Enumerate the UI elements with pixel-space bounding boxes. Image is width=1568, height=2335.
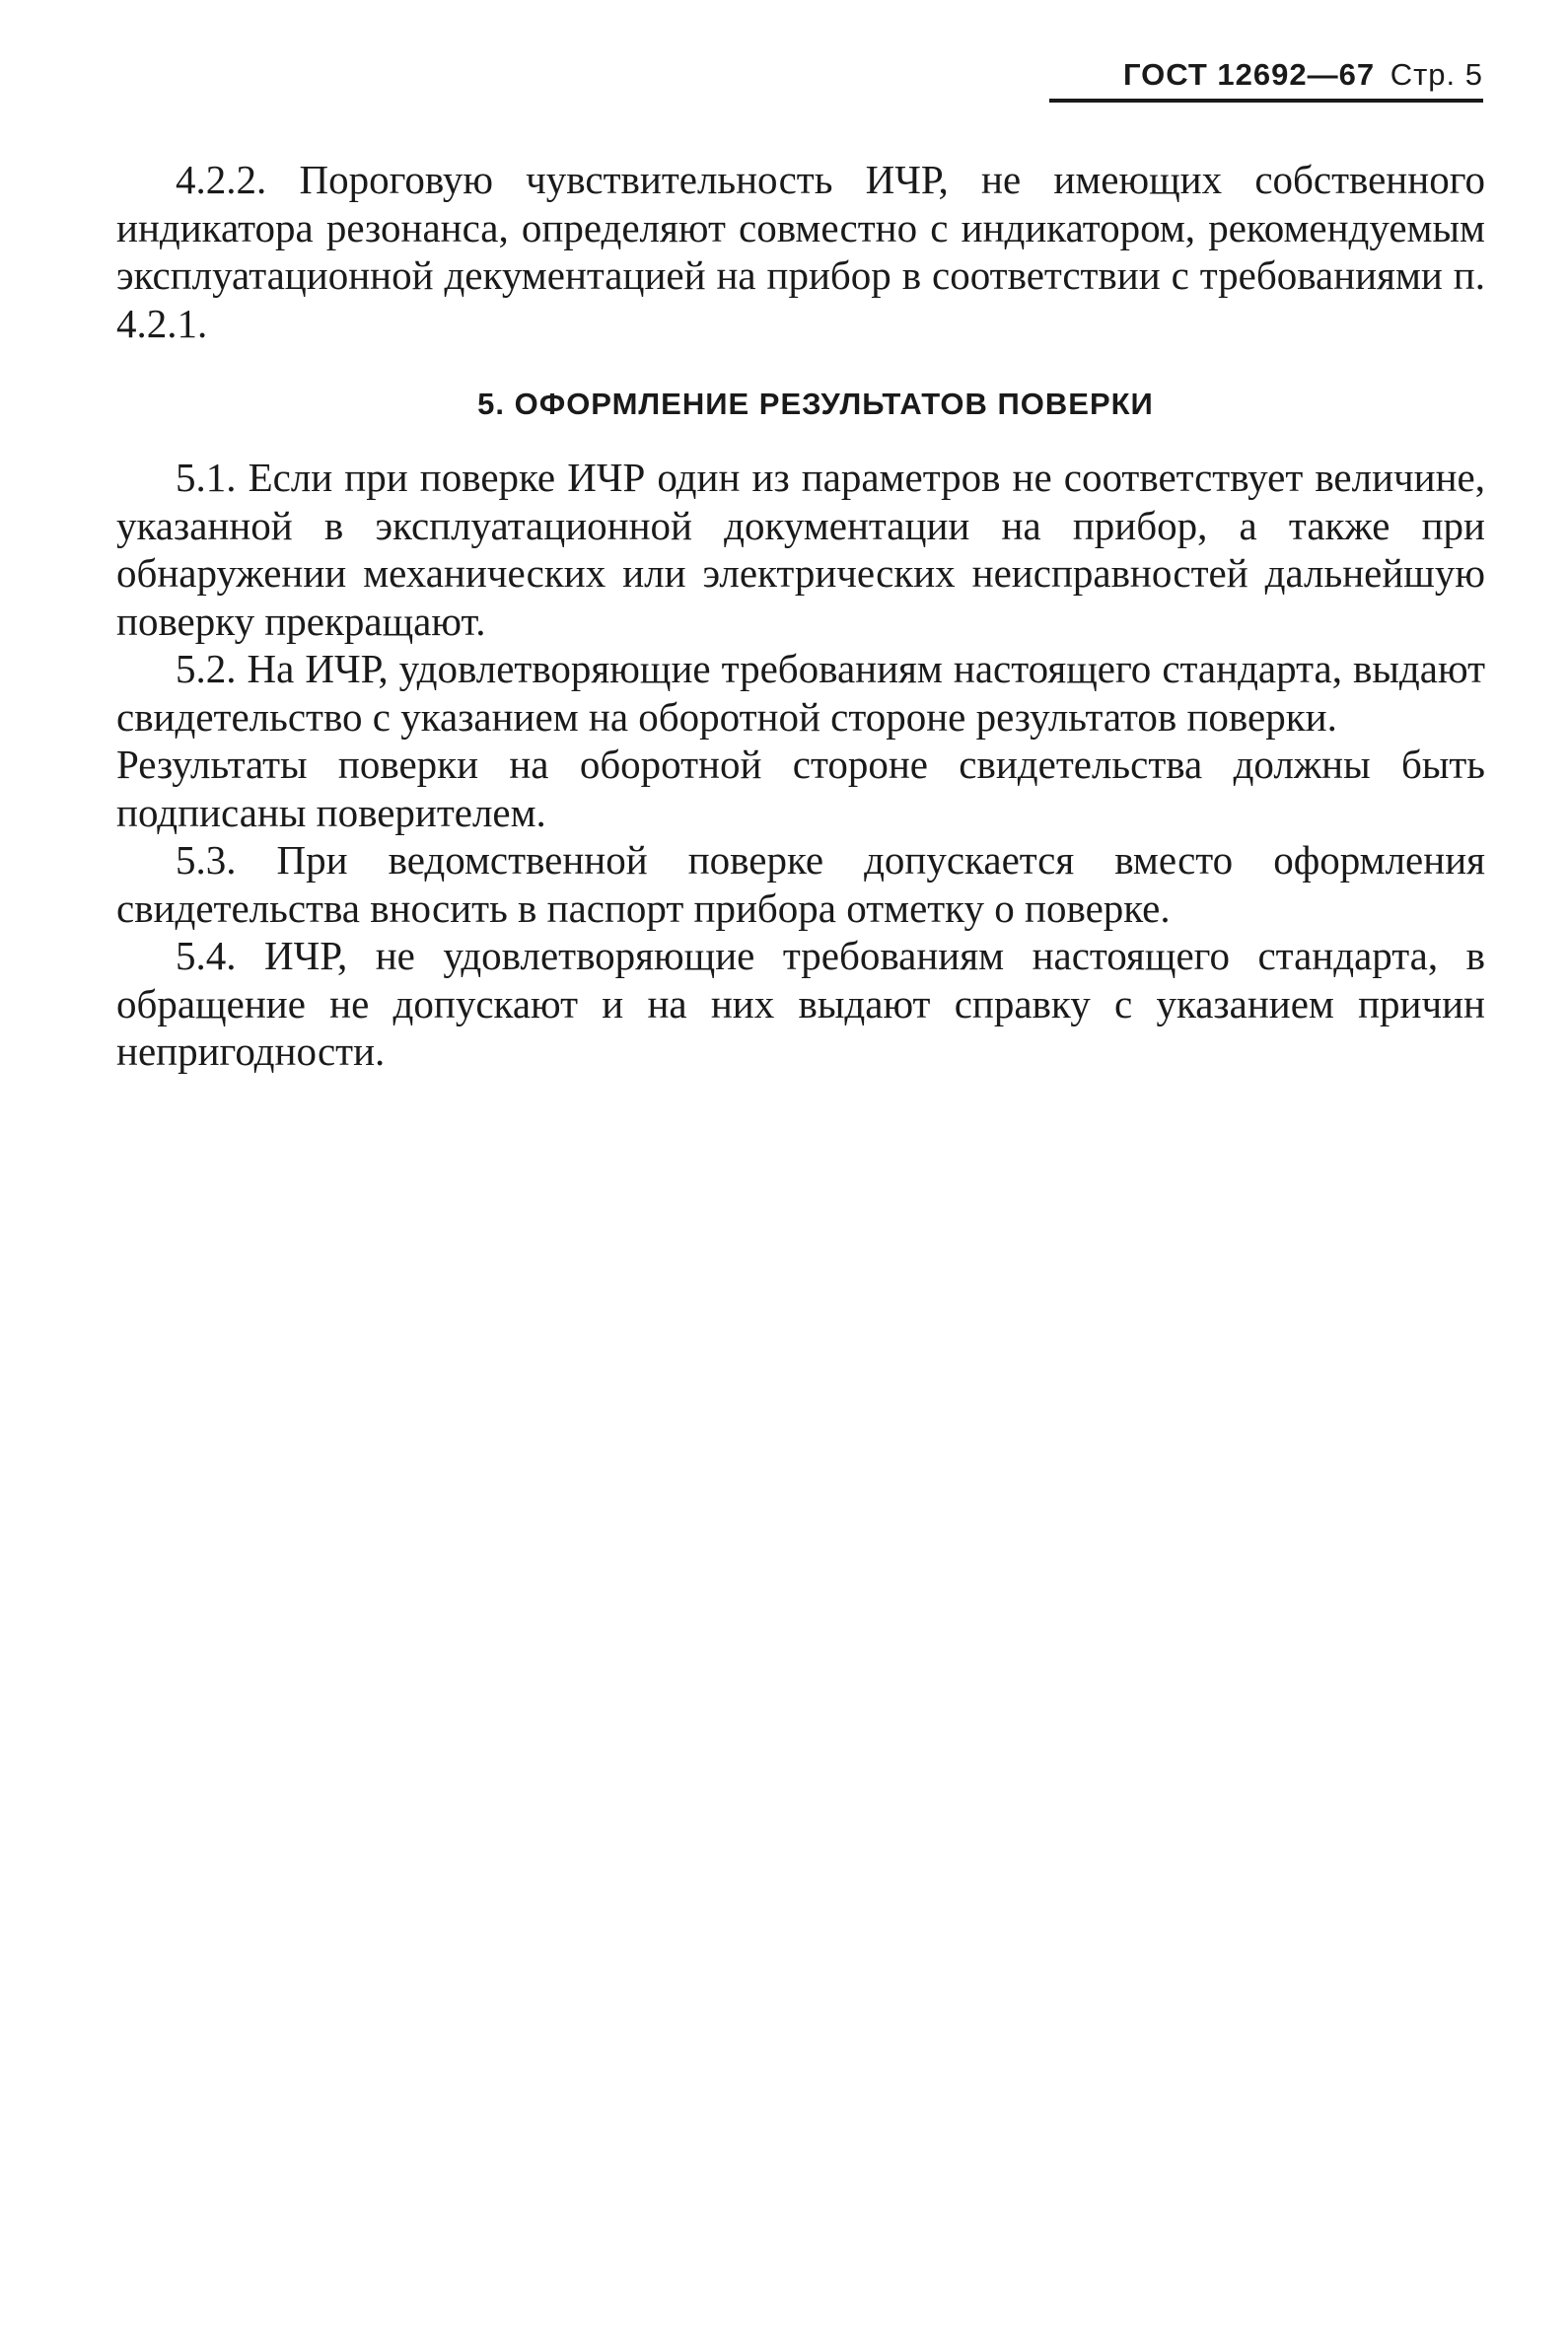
paragraph-5-1: 5.1. Если при поверке ИЧР один из параметров не соответствует величине, указанной в эксплуатационной документации на прибор, а также при обнаружении механических или электрических неисправностей дальнейшую поверку прекращают. xyxy=(116,455,1485,644)
standard-number: ГОСТ 12692—67 xyxy=(1122,57,1376,92)
paragraph-5-2-continued: Результаты поверки на оборотной стороне свидетельства должны быть подписаны поверителем. xyxy=(116,742,1485,835)
page-number: Стр. 5 xyxy=(1390,57,1483,92)
section-heading: 5. ОФОРМЛЕНИЕ РЕЗУЛЬТАТОВ ПОВЕРКИ xyxy=(477,387,1154,421)
paragraph-5-2: 5.2. На ИЧР, удовлетворяющие требованиям настоящего стандарта, выдают свидетельство с указанием на оборотной стороне результатов поверки. xyxy=(116,646,1485,740)
document-body xyxy=(116,156,1485,1076)
paragraph-5-4: 5.4. ИЧР, не удовлетворяющие требованиям настоящего стандарта, в обращение не допускают и на них выдают справку с указанием причин непригодности. xyxy=(116,933,1485,1074)
paragraph-4-2-2: 4.2.2. Пороговую чувствительность ИЧР, не имеющих собственного индикатора резонанса, определяют совместно с индикатором, рекомендуемым эксплуатационной декументацией на прибор в соответствии с требованиями п. 4.2.1. xyxy=(116,157,1485,346)
paragraph-5-3: 5.3. При ведомственной поверке допускается вместо оформления свидетельства вносить в паспорт прибора отметку о поверке. xyxy=(116,837,1485,931)
page-header xyxy=(1049,57,1483,103)
